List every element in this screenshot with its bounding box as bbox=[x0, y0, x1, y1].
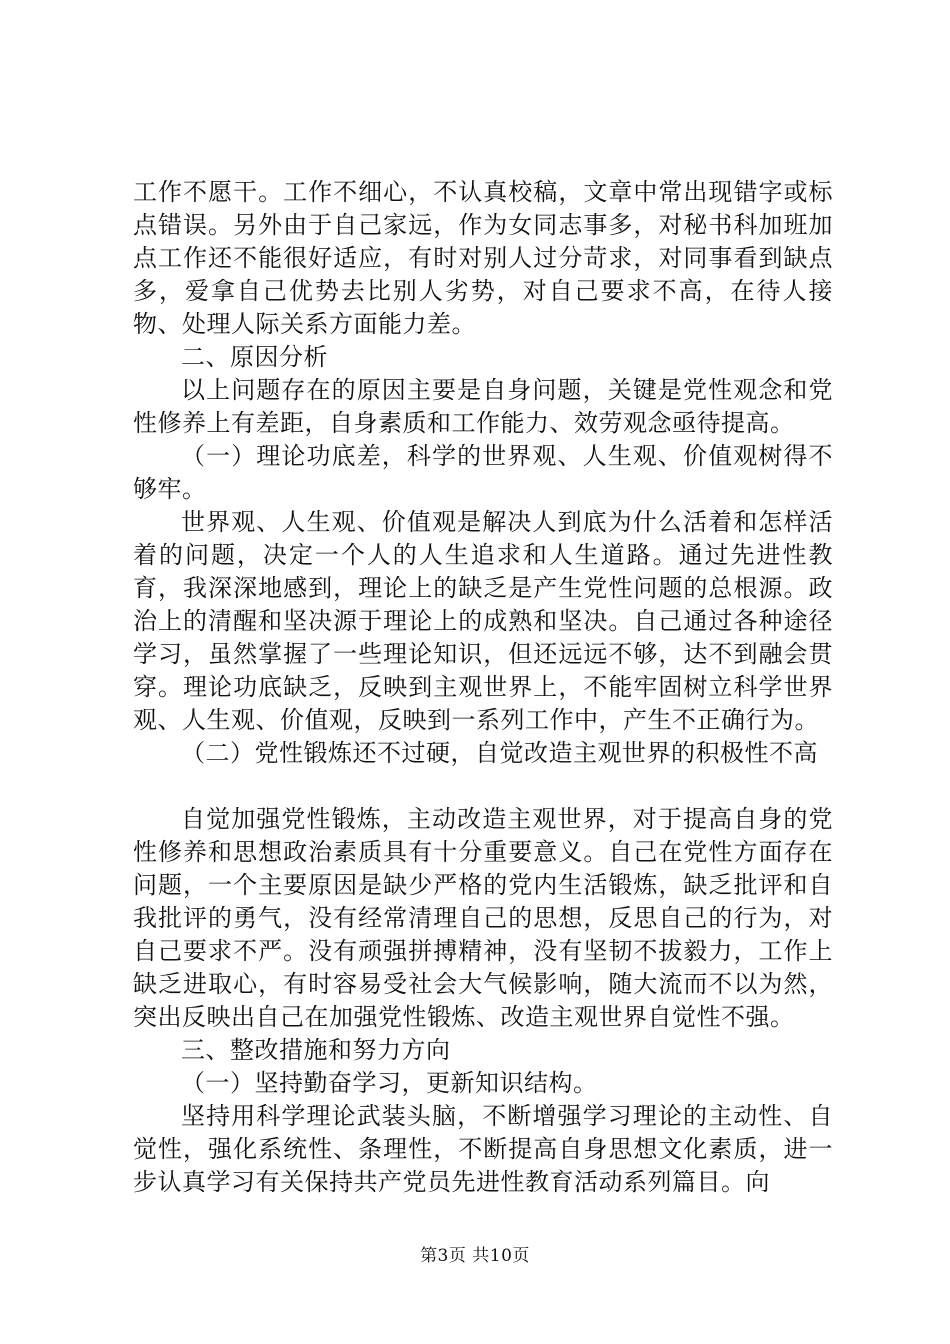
page-number-footer: 第3页 共10页 bbox=[420, 1246, 530, 1266]
section-heading-cause-analysis: 二、原因分析 bbox=[181, 343, 328, 371]
paragraph-problem-continued: 工作不愿干。工作不细心，不认真校稿，文章中常出现错字或标点错误。另外由于自己家远，作为女同志事多，对秘书科加班加点工作还不能很好适应，有时对别人过分苛求，对同事看到缺点多，爱拿自己优势去比别人劣势，对自己要求不高，在待人接物、处理人际关系方面能力差。 bbox=[133, 178, 833, 338]
paragraph-cause-summary: 以上问题存在的原因主要是自身问题，关键是党性观念和党性修养上有差距，自身素质和工作能力、效劳观念亟待提高。 bbox=[133, 376, 833, 437]
paragraph-party-spirit: 自觉加强党性锻炼，主动改造主观世界，对于提高自身的党性修养和思想政治素质具有十分重要意义。自己在党性方面存在问题，一个主要原因是缺少严格的党内生活锻炼，缺乏批评和自我批评的勇气，没有经常清理自己的思想，反思自己的行为，对自己要求不严。没有顽强拼搏精神，没有坚韧不拔毅力，工作上缺乏进取心，有时容易受社会大气候影响，随大流而不以为然，突出反映出自己在加强党性锻炼、改造主观世界自觉性不强。 bbox=[133, 805, 833, 1031]
subheading-theory-foundation: （一）理论功底差，科学的世界观、人生观、价值观树得不够牢。 bbox=[133, 442, 833, 503]
subheading-party-spirit: （二）党性锻炼还不过硬，自觉改造主观世界的积极性不高 bbox=[181, 739, 818, 767]
subheading-diligent-study: （一）坚持勤奋学习，更新知识结构。 bbox=[181, 1069, 598, 1097]
paragraph-worldview: 世界观、人生观、价值观是解决人到底为什么活着和怎样活着的问题，决定一个人的人生追求和人生道路。通过先进性教育，我深深地感到，理论上的缺乏是产生党性问题的总根源。政治上的清醒和坚决源于理论上的成熟和坚决。自己通过各种途径学习，虽然掌握了一些理论知识，但还远远不够，达不到融会贯穿。理论功底缺乏，反映到主观世界上，不能牢固树立科学世界观、人生观、价值观，反映到一系列工作中，产生不正确行为。 bbox=[133, 508, 833, 734]
paragraph-diligent-study: 坚持用科学理论武装头脑，不断增强学习理论的主动性、自觉性，强化系统性、条理性，不断提高自身思想文化素质，进一步认真学习有关保持共产党员先进性教育活动系列篇目。向 bbox=[133, 1102, 833, 1196]
section-heading-rectification: 三、整改措施和努力方向 bbox=[181, 1036, 451, 1064]
document-body bbox=[133, 176, 833, 1199]
